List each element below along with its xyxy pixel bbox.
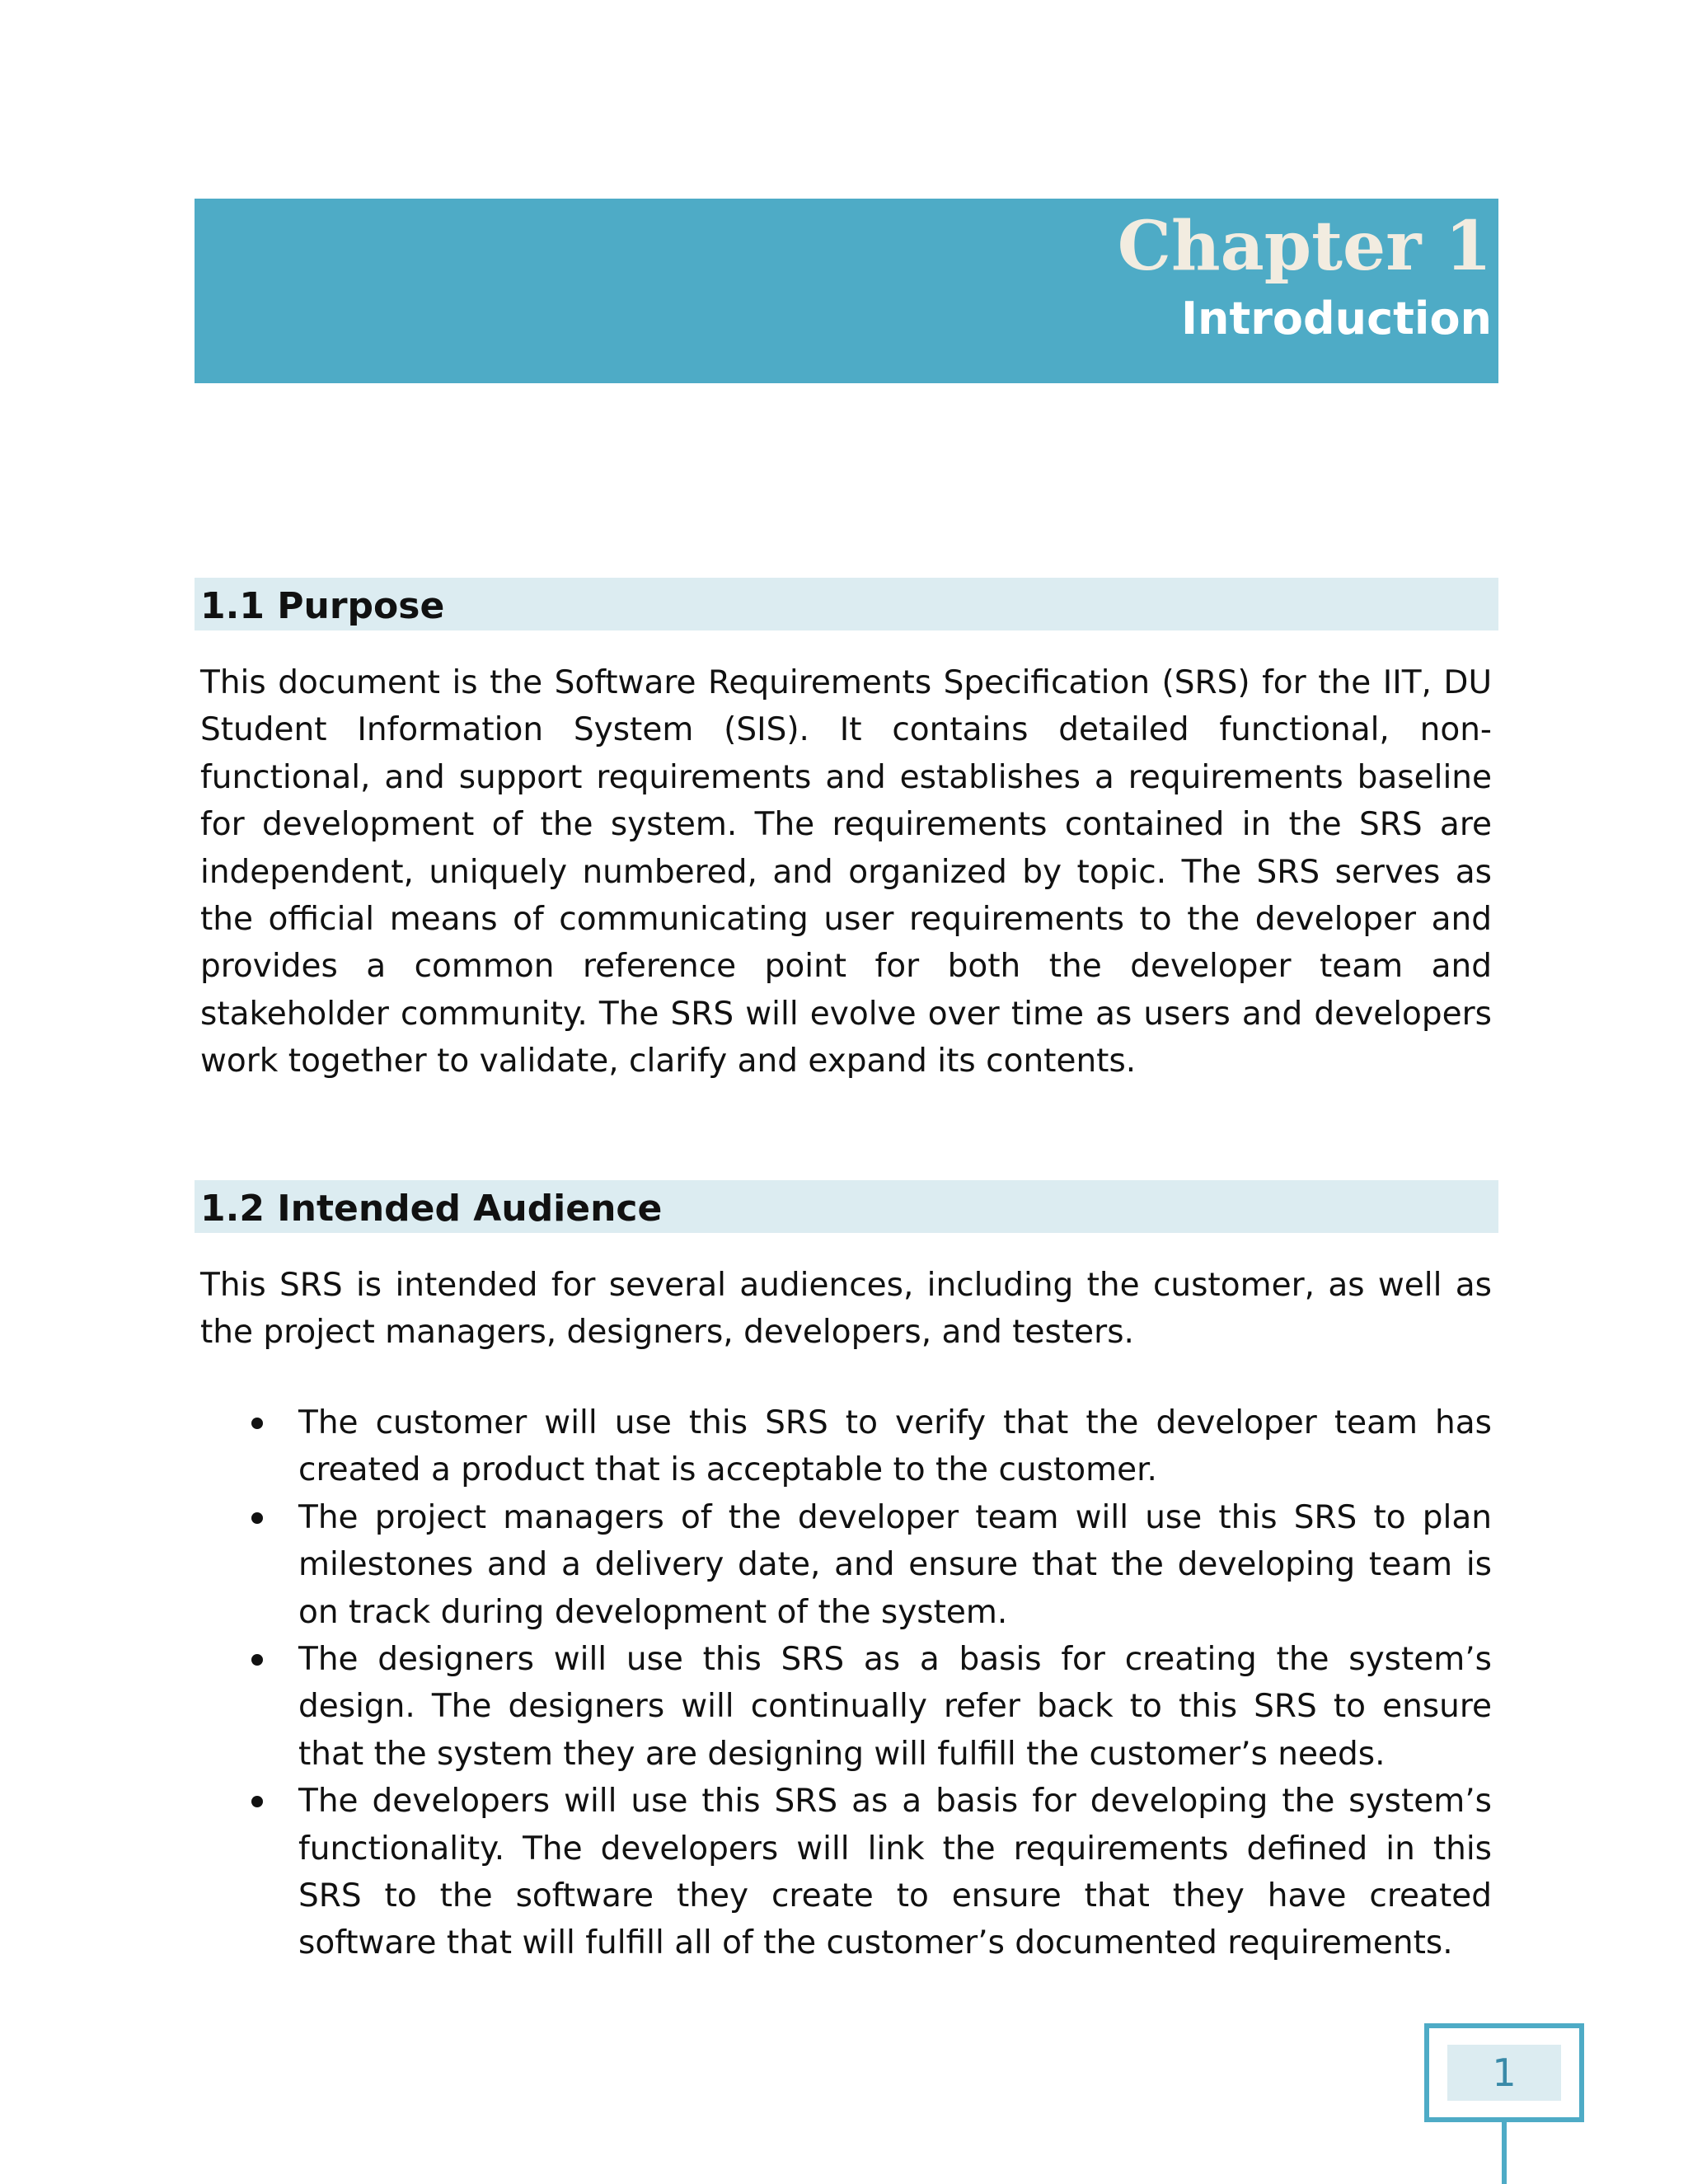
- audience-bullet-list: [200, 1399, 1492, 1967]
- chapter-subtitle: Introduction: [1180, 293, 1492, 344]
- intended-audience-paragraph: This SRS is intended for several audiences, including the customer, as well as the project managers, designers, developers, and testers.: [200, 1267, 1492, 1352]
- bullet-icon: [251, 1654, 263, 1666]
- bullet-icon: [251, 1512, 263, 1524]
- bullet-text: The designers will use this SRS as a basis for creating the system’s design. The designers will continually refer back to this SRS to ensure that the system they are designing will fulfill the customer’s needs.: [298, 1641, 1492, 1773]
- bullet-text: The customer will use this SRS to verify that the developer team has created a product that is acceptable to the customer.: [298, 1404, 1492, 1489]
- purpose-paragraph: This document is the Software Requirements Specification (SRS) for the IIT, DU Student Information System (SIS). It contains detailed functional, non-functional, and support requirements and establishes a requirements baseline for development of the system. The requirements contained in the SRS are independent, uniquely numbered, and organized by topic. The SRS serves as the official means of communicating user requirements to the developer and provides a common reference point for both the developer team and stakeholder community. The SRS will evolve over time as users and developers work together to validate, clarify and expand its contents.: [200, 664, 1492, 1080]
- bullet-icon: [251, 1796, 263, 1807]
- list-item: [200, 1636, 1492, 1778]
- section-heading-purpose: 1.1 Purpose: [195, 578, 1498, 630]
- list-item: [200, 1778, 1492, 1967]
- page-number-box: [1424, 2023, 1584, 2122]
- bullet-icon: [251, 1418, 263, 1429]
- bullet-text: The developers will use this SRS as a basis for developing the system’s functionality. The developers will link the requirements defined in this SRS to the software they create to ensure that they have created software that will fulfill all of the customer’s documented requirements.: [298, 1783, 1492, 1962]
- list-item: [200, 1399, 1492, 1494]
- page-number-connector: [1502, 2122, 1507, 2184]
- section-heading-intended-audience: 1.2 Intended Audience: [195, 1180, 1498, 1233]
- list-item: [200, 1494, 1492, 1636]
- chapter-title: Chapter 1: [1117, 207, 1492, 286]
- chapter-banner: [195, 199, 1498, 383]
- bullet-text: The project managers of the developer team will use this SRS to plan milestones and a delivery date, and ensure that the developing team is on track during development of the system.: [298, 1498, 1492, 1631]
- page-number: 1: [1447, 2045, 1561, 2101]
